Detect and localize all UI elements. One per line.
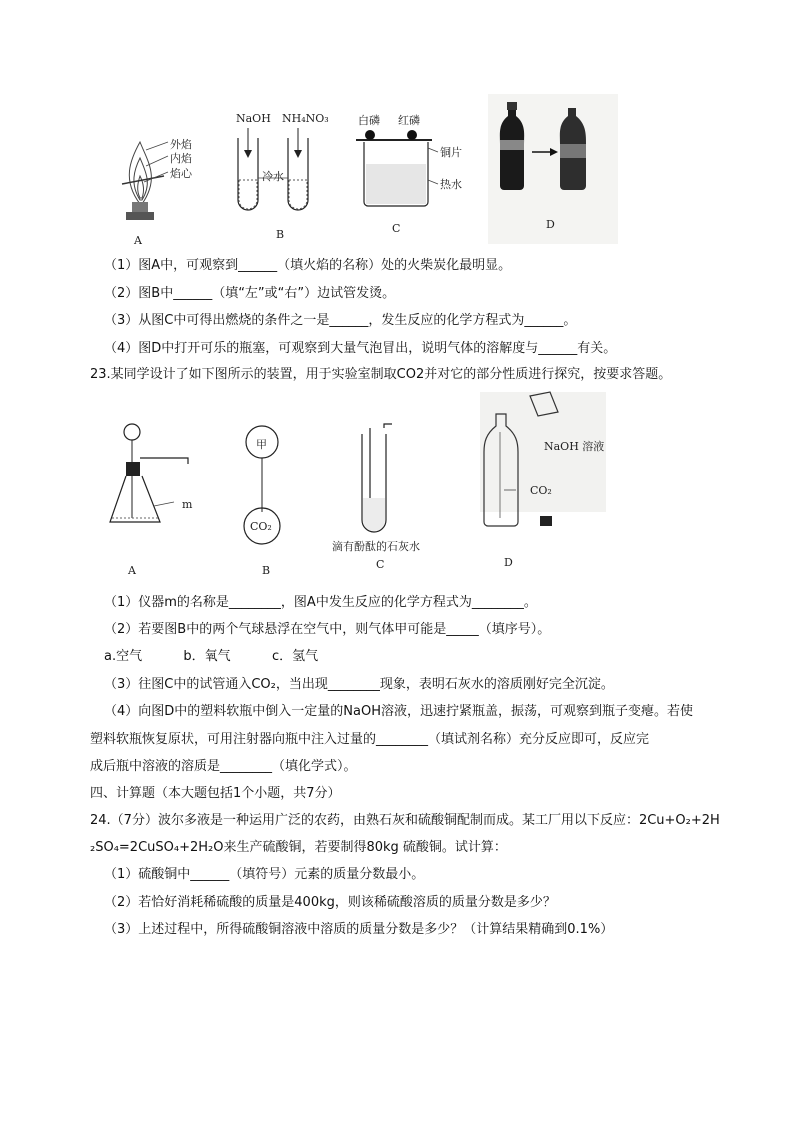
label-outer-flame: 外焰 <box>170 138 192 151</box>
label-inner-flame: 内焰 <box>170 152 192 165</box>
q24-item-2: （2）若恰好消耗稀硫酸的质量是400kg，则该稀硫酸溶质的质量分数是多少？ <box>104 895 556 910</box>
q22-item-2: （2）图B中______（填“左”或“右”）边试管发烫。 <box>104 286 396 301</box>
q23-item-4-line-1: （4）向图D中的塑料软瓶中倒入一定量的NaOH溶液，迅速拧紧瓶盖，振荡，可观察到瓶子变瘪。若使 <box>104 704 693 719</box>
label-hot-water: 热水 <box>440 178 462 191</box>
q23-options: a.空气 b．氧气 c．氢气 <box>104 649 319 664</box>
label-m: m <box>182 498 193 511</box>
label-nh4no3: NH₄NO₃ <box>282 112 329 125</box>
figure-23a-letter: A <box>128 564 136 577</box>
label-flame-core: 焰心 <box>170 167 192 180</box>
q24-line-1: 24.（7分）波尔多液是一种运用广泛的农药，由熟石灰和硫酸铜配制而成。某工厂用以下反应：2Cu+O₂+2H <box>90 813 720 828</box>
label-co2-balloon: CO₂ <box>250 520 272 533</box>
figure-d-letter: D <box>546 218 555 231</box>
label-red-phosphorus: 红磷 <box>398 114 420 127</box>
q23-item-3: （3）往图C中的试管通入CO₂，当出现________现象，表明石灰水的溶质刚好完全沉淀。 <box>104 677 614 692</box>
label-limewater: 滴有酚酞的石灰水 <box>332 540 420 553</box>
q23-item-1: （1）仪器m的名称是________，图A中发生反应的化学方程式为________。 <box>104 595 537 610</box>
figure-c-letter: C <box>392 222 401 235</box>
label-white-phosphorus: 白磷 <box>358 114 380 127</box>
q22-item-4: （4）图D中打开可乐的瓶塞，可观察到大量气泡冒出，说明气体的溶解度与______有关。 <box>104 341 617 356</box>
figure-23d-letter: D <box>504 556 513 569</box>
figure-23d-plastic-bottle <box>480 392 610 532</box>
figure-23c-test-tube <box>348 418 408 538</box>
q24-item-3: （3）上述过程中，所得硫酸铜溶液中溶质的质量分数是多少？（计算结果精确到0.1%） <box>104 922 614 937</box>
q23-item-2: （2）若要图B中的两个气球悬浮在空气中，则气体甲可能是_____（填序号）。 <box>104 622 551 637</box>
q23-item-4-line-3: 成后瓶中溶液的溶质是________（填化学式）。 <box>90 759 357 774</box>
label-naoh-solution: NaOH 溶液 <box>544 440 605 453</box>
label-cold-water: 冷水 <box>262 170 284 183</box>
figure-a-flame <box>112 120 222 260</box>
figure-d-cola-bottles <box>488 94 618 234</box>
q22-item-1: （1）图A中，可观察到______（填火焰的名称）处的火柴炭化最明显。 <box>104 258 512 273</box>
label-gas-jia: 甲 <box>256 438 267 451</box>
q23-item-4-line-2: 塑料软瓶恢复原状，可用注射器向瓶中注入过量的________（填试剂名称）充分反应即可，反应完 <box>90 732 650 747</box>
label-copper-plate: 铜片 <box>440 146 462 159</box>
section-4-title: 四、计算题（本大题包括1个小题，共7分） <box>90 786 341 801</box>
label-naoh: NaOH <box>236 112 271 125</box>
q22-item-3: （3）从图C中可得出燃烧的条件之一是______，发生反应的化学方程式为______。 <box>104 313 577 328</box>
figure-b-letter: B <box>276 228 285 241</box>
figure-23b-letter: B <box>262 564 271 577</box>
q24-line-2: ₂SO₄=2CuSO₄+2H₂O来生产硫酸铜，若要制得80kg 硫酸铜。试计算： <box>90 840 507 855</box>
q24-item-1: （1）硫酸铜中______（填符号）元素的质量分数最小。 <box>104 867 425 882</box>
figure-a-letter: A <box>134 234 142 247</box>
label-co2-bottle: CO₂ <box>530 484 552 497</box>
q23-stem: 23.某同学设计了如下图所示的装置，用于实验室制取CO2并对它的部分性质进行探究，按要求答题。 <box>90 367 672 382</box>
figure-23a-flask <box>108 418 218 548</box>
figure-23c-letter: C <box>376 558 385 571</box>
